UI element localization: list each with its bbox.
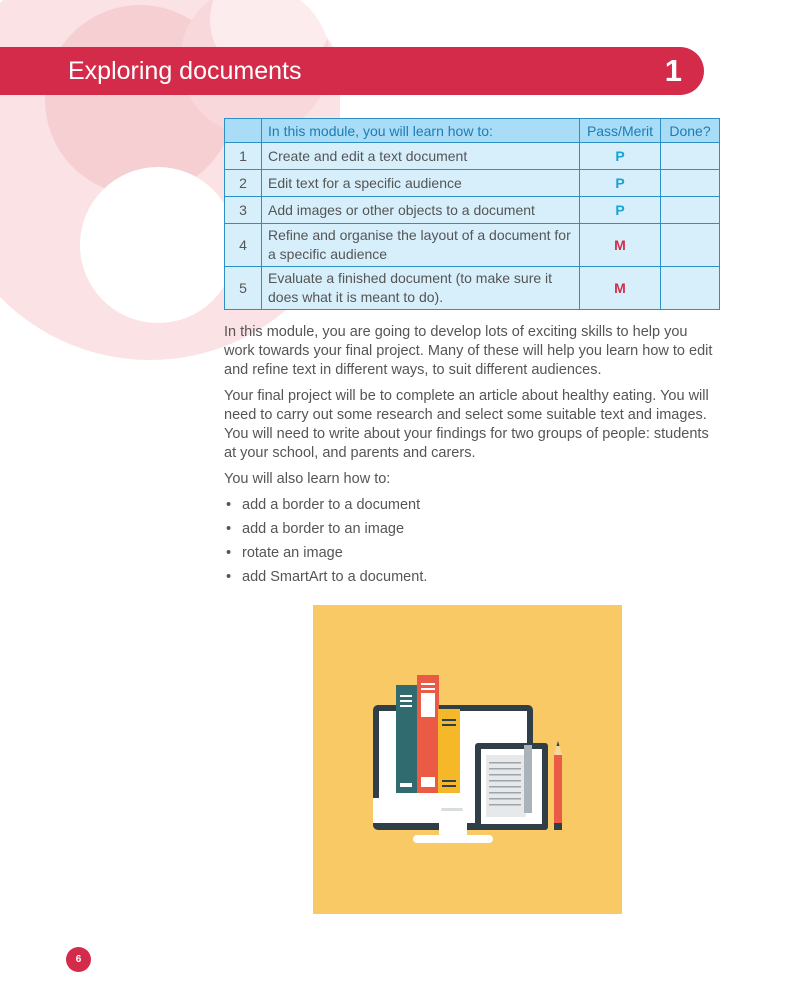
learning-outcomes-table: [224, 118, 720, 310]
bullet-icon: •: [226, 545, 232, 561]
list-item: [224, 496, 720, 515]
computer-books-pencil-icon: [313, 605, 622, 914]
row-number: 3: [225, 197, 262, 224]
bullet-icon: •: [226, 569, 232, 585]
row-outcome: Evaluate a finished document (to make sure it does what it is meant to do).: [262, 267, 580, 310]
row-done-cell[interactable]: [661, 197, 720, 224]
list-item-text: add SmartArt to a document.: [242, 569, 428, 585]
list-item-text: add a border to a document: [242, 497, 421, 513]
skills-list: [224, 496, 720, 587]
row-grade: M: [580, 267, 661, 310]
list-item-text: rotate an image: [242, 545, 343, 561]
header-outcome: In this module, you will learn how to:: [262, 119, 580, 143]
also-learn-paragraph: You will also learn how to:: [224, 471, 391, 487]
row-grade: P: [580, 143, 661, 170]
page-number-badge: 6: [66, 947, 91, 972]
table-row: [225, 170, 720, 197]
row-grade: P: [580, 170, 661, 197]
list-item-text: add a border to an image: [242, 521, 405, 537]
row-grade: P: [580, 197, 661, 224]
intro-paragraph: In this module, you are going to develop lots of exciting skills to help you work towards your final project. Many of these will help you learn how to edit and refine text in different ways, to suit different audiences.: [224, 324, 713, 378]
row-grade: M: [580, 224, 661, 267]
project-paragraph: Your final project will be to complete an article about healthy eating. You will need to carry out some research and select some suitable text and images. You will need to write about your findings for two groups of people: students at your school, and parents and carers.: [224, 388, 709, 461]
list-item: [224, 520, 720, 539]
row-number: 1: [225, 143, 262, 170]
row-number: 4: [225, 224, 262, 267]
chapter-number: 1: [664, 53, 682, 88]
table-row: [225, 267, 720, 310]
row-done-cell[interactable]: [661, 224, 720, 267]
page-title: Exploring documents: [68, 57, 302, 85]
header-done: Done?: [661, 119, 720, 143]
row-done-cell[interactable]: [661, 143, 720, 170]
row-done-cell[interactable]: [661, 170, 720, 197]
row-outcome: Refine and organise the layout of a document for a specific audience: [262, 224, 580, 267]
table-row: [225, 224, 720, 267]
row-number: 2: [225, 170, 262, 197]
bullet-icon: •: [226, 497, 232, 513]
computer-books-illustration: [313, 605, 622, 914]
chapter-header-bar: [0, 47, 704, 95]
header-pass-merit: Pass/Merit: [580, 119, 661, 143]
list-item: [224, 544, 720, 563]
list-item: [224, 568, 720, 587]
table-header-row: [225, 119, 720, 143]
table-row: [225, 143, 720, 170]
row-outcome: Edit text for a specific audience: [262, 170, 580, 197]
bullet-icon: •: [226, 521, 232, 537]
header-number: [225, 119, 262, 143]
table-row: [225, 197, 720, 224]
row-outcome: Create and edit a text document: [262, 143, 580, 170]
row-outcome: Add images or other objects to a document: [262, 197, 580, 224]
row-done-cell[interactable]: [661, 267, 720, 310]
row-number: 5: [225, 267, 262, 310]
body-text: [224, 323, 720, 592]
